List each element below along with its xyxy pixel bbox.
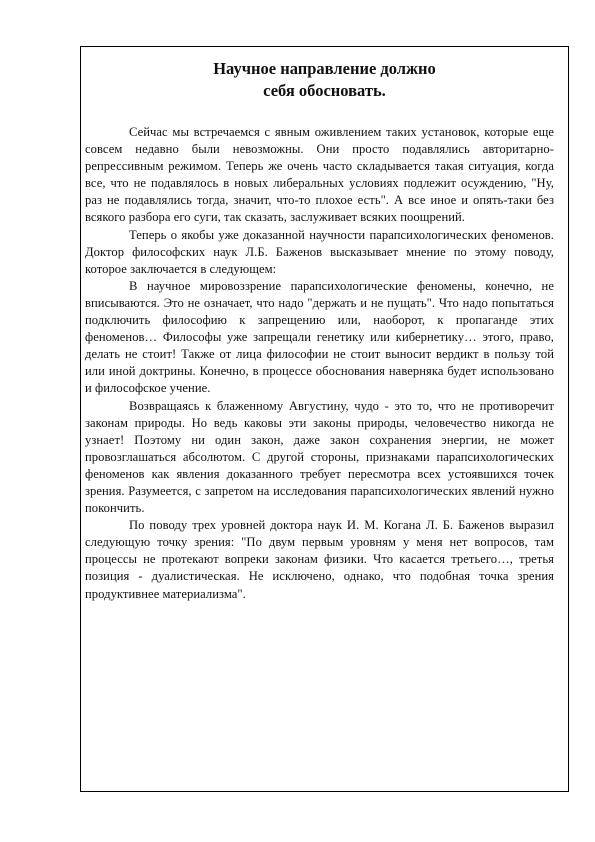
paragraph-3: В научное мировоззрение парапсихологические феномены, конечно, не вписываются. Это не означает, что надо "держать и не пущать". Что надо попытаться подключить философию к запрещению или, наоборот, к пропаганде этих феноменов… Философы уже запрещали генетику или кибернетику… этого, право, делать не стоит! Также от лица философии не стоит выносит вердикт в пользу той или иной доктрины. Конечно, в процессе обоснования наверняка будет использовано и философское учение. xyxy=(85,278,554,396)
paragraph-1: Сейчас мы встречаемся с явным оживлением таких установок, которые еще совсем недавно были невозможны. Они просто подавлялись авторитарно-репрессивным режимом. Теперь же очень часто складывается такая ситуация, когда все, что не подавлялось в новых либеральных условиях подлежит осуждению, "Ну, раз не подавлялись тогда, значит, что-то плохое есть". А все иное и опять-таки без всякого разбора его суги, так сказать, заслуживает всяких поощрений. xyxy=(85,125,554,225)
paragraph-5: По поводу трех уровней доктора наук И. М. Когана Л. Б. Баженов выразил следующую точку зрения: "По двум первым уровням у меня нет вопросов, там процессы не протекают вопреки законам физики. Что касается третьего…, третья позиция - дуалистическая. Не исключено, однако, что подобная точка зрения продуктивнее материализма". xyxy=(85,518,554,601)
title-line-2: себя обосновать. xyxy=(263,81,386,100)
paragraph-4: Возвращаясь к блаженному Августину, чудо - это то, что не противоречит законам природы. Но ведь каковы эти законы природы, человечество никогда не узнает! Поэтому ни один закон, даже закон сохранения энергии, не может провозглашаться абсолютом. С другой стороны, признаками парапсихологических феноменов как явления доказанного требует пересмотра всех устоявшихся точек зрения. Разумеется, с запретом на исследования парапсихологических явлений нужно покончить. xyxy=(85,398,554,516)
paragraph-2: Теперь о якобы уже доказанной научности парапсихологических феноменов. Доктор философских наук Л.Б. Баженов высказывает мнение по этому поводу, которое заключается в следующем: xyxy=(85,227,554,276)
document-body xyxy=(85,124,554,603)
page-title xyxy=(80,58,569,102)
title-line-1: Научное направление должно xyxy=(213,59,436,78)
